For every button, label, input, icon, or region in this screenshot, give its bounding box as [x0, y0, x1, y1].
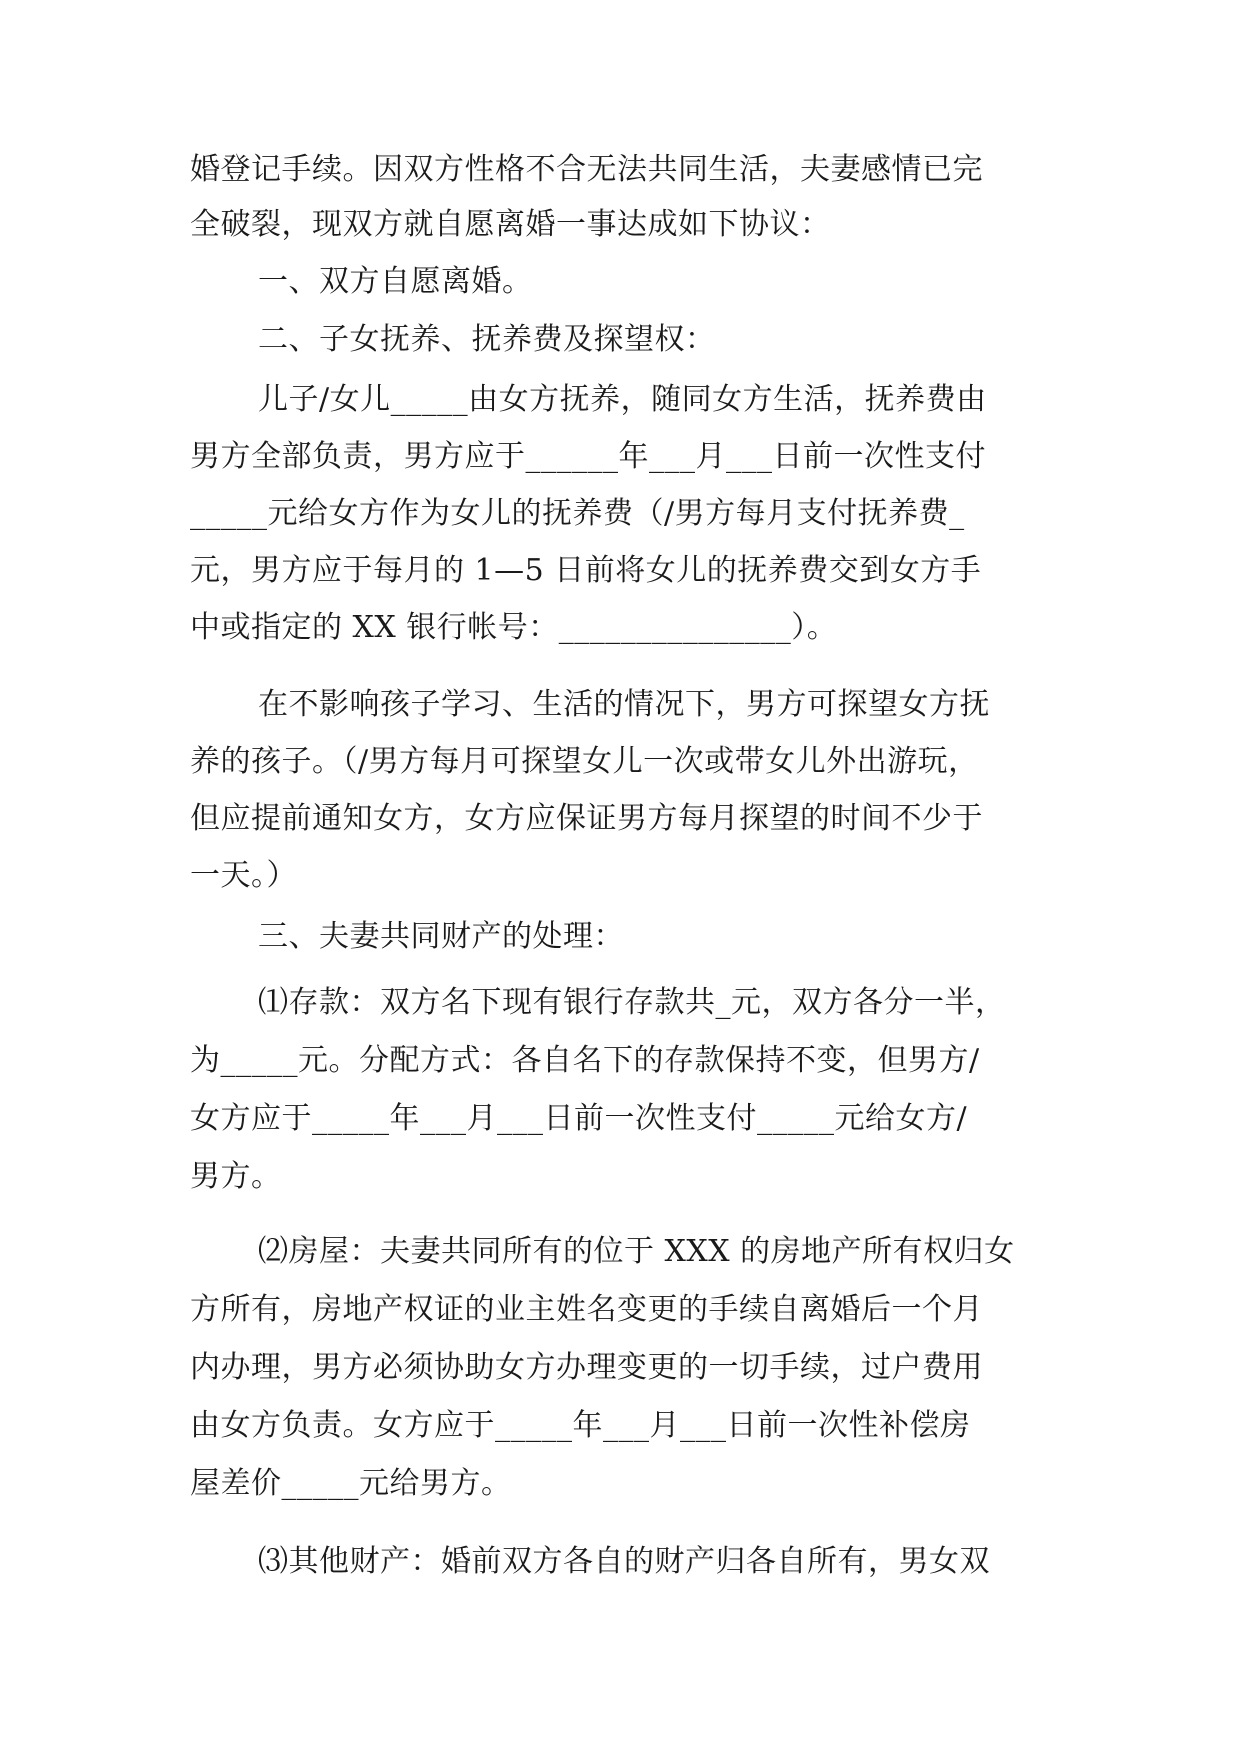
text-line: 但应提前通知女方，女方应保证男方每月探望的时间不少于 — [190, 801, 983, 836]
text-line: 男方全部负责，男方应于______年___月___日前一次性支付 — [190, 439, 986, 474]
text-line: ⑵房屋：夫妻共同所有的位于 XXX 的房地产所有权归女 — [258, 1234, 1015, 1269]
text-line: ⑴存款：双方名下现有银行存款共_元，双方各分一半， — [258, 985, 1006, 1020]
text-line: 屋差价_____元给男方。 — [190, 1466, 512, 1501]
text-line: 在不影响孩子学习、生活的情况下，男方可探望女方抚 — [258, 687, 990, 722]
text-line: 男方。 — [190, 1159, 282, 1194]
text-line: 元，男方应于每月的 1—5 日前将女儿的抚养费交到女方手 — [190, 553, 982, 588]
text-line: 一天。） — [190, 858, 297, 893]
text-line: 由女方负责。女方应于_____年___月___日前一次性补偿房 — [190, 1408, 971, 1443]
text-line: 为_____元。分配方式：各自名下的存款保持不变，但男方/ — [190, 1043, 980, 1078]
text-line: ⑶其他财产：婚前双方各自的财产归各自所有，男女双 — [258, 1544, 990, 1579]
text-line: 方所有，房地产权证的业主姓名变更的手续自离婚后一个月 — [190, 1292, 983, 1327]
text-line: 婚登记手续。因双方性格不合无法共同生活，夫妻感情已完 — [190, 152, 983, 187]
section-heading: 三、夫妻共同财产的处理： — [258, 919, 624, 954]
text-line: 儿子/女儿_____由女方抚养，随同女方生活，抚养费由 — [258, 382, 987, 417]
text-line: _____元给女方作为女儿的抚养费（/男方每月支付抚养费_ — [190, 496, 965, 531]
text-line: 女方应于_____年___月___日前一次性支付_____元给女方/ — [190, 1101, 968, 1136]
section-heading: 一、双方自愿离婚。 — [258, 264, 533, 299]
text-line: 内办理，男方必须协助女方办理变更的一切手续，过户费用 — [190, 1350, 983, 1385]
text-line: 中或指定的 XX 银行帐号：_______________）。 — [190, 610, 838, 645]
text-line: 养的孩子。（/男方每月可探望女儿一次或带女儿外出游玩， — [190, 744, 979, 779]
text-line: 全破裂，现双方就自愿离婚一事达成如下协议： — [190, 207, 831, 242]
section-heading: 二、子女抚养、抚养费及探望权： — [258, 322, 716, 357]
